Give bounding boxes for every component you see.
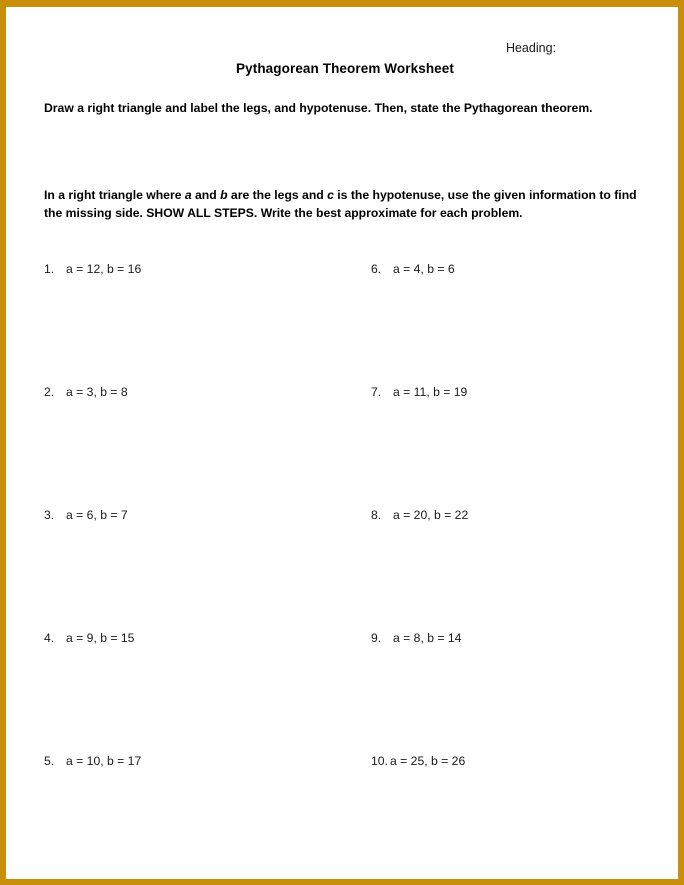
worksheet-header: [38, 7, 652, 76]
worksheet-content: [6, 7, 678, 879]
problem-values: a = 6, b = 7: [66, 507, 128, 522]
problem-number: 3.: [44, 507, 55, 522]
problem-item-9: [371, 631, 652, 754]
problem-item-3: [44, 508, 371, 631]
problem-grid: [38, 222, 652, 769]
problem-values: a = 10, b = 17: [66, 753, 142, 768]
variable-a: a: [184, 188, 192, 203]
problem-values: a = 12, b = 16: [66, 261, 142, 276]
problem-item-1: [44, 262, 371, 385]
problem-number: 2.: [44, 384, 55, 399]
instructions-text-4: is the hypotenuse, use the given information to find the missing side. SHOW ALL STEPS. Write the best approximate for each problem.: [44, 188, 637, 220]
problem-number: 9.: [371, 630, 382, 645]
problem-item-8: [371, 508, 652, 631]
problem-row: [44, 631, 652, 754]
problem-item-5: [44, 754, 371, 769]
problem-number: 6.: [371, 261, 382, 276]
instructions-text-3: are the legs and: [227, 188, 328, 203]
problem-number: 10.: [371, 753, 388, 768]
problem-item-4: [44, 631, 371, 754]
problem-values: a = 11, b = 19: [393, 384, 468, 399]
problem-number: 4.: [44, 630, 55, 645]
problem-row: [44, 262, 652, 385]
problem-values: a = 3, b = 8: [66, 384, 128, 399]
instructions-text-1: In a right triangle where: [44, 188, 185, 203]
problem-item-6: [371, 262, 652, 385]
problem-values: a = 8, b = 14: [393, 630, 462, 645]
problem-values: a = 25, b = 26: [390, 753, 466, 768]
problem-item-7: [371, 385, 652, 508]
problem-values: a = 9, b = 15: [66, 630, 135, 645]
variable-c: c: [327, 188, 334, 203]
draw-task-prompt: Draw a right triangle and label the legs, and hypotenuse. Then, state the Pythagorean theorem.: [44, 101, 593, 115]
problem-item-2: [44, 385, 371, 508]
instructions-text-2: and: [191, 188, 221, 203]
page-title: Pythagorean Theorem Worksheet: [236, 61, 454, 76]
problem-number: 8.: [371, 507, 382, 522]
instructions-prompt: [38, 117, 652, 222]
problem-values: a = 4, b = 6: [393, 261, 455, 276]
heading-label: Heading:: [505, 41, 556, 55]
problem-row: [44, 754, 652, 769]
problem-number: 7.: [371, 384, 382, 399]
variable-b: b: [220, 188, 228, 203]
problem-row: [44, 385, 652, 508]
problem-row: [44, 508, 652, 631]
problem-item-10: [371, 754, 652, 769]
problem-number: 5.: [44, 753, 55, 768]
problem-values: a = 20, b = 22: [393, 507, 469, 522]
problem-number: 1.: [44, 261, 55, 276]
